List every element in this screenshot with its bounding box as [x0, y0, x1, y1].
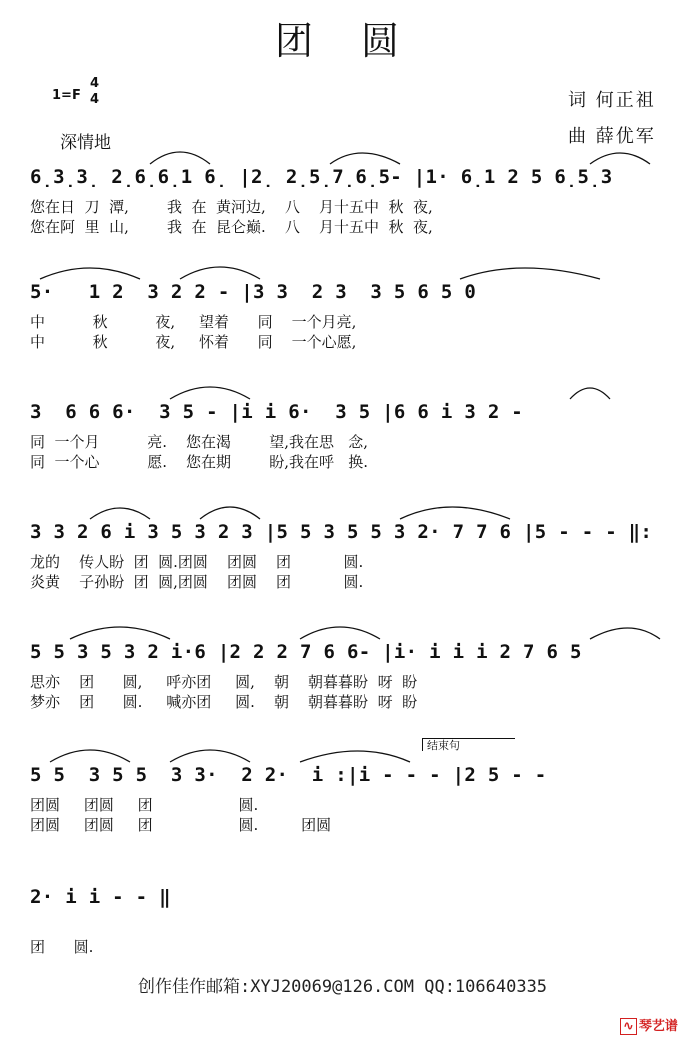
time-sig-bottom: 4 [90, 92, 100, 107]
lyric-verse-1: 您在日 刀 潭, 我 在 黄河边, 八 月十五中 秋 夜, [30, 198, 433, 216]
lyric-verse-1: 思亦 团 圆, 呼亦团 圆, 朝 朝暮暮盼 呀 盼 [30, 673, 418, 691]
site-logo [620, 1015, 678, 1034]
lyric-verse-1: 同 一个月 亮. 您在渴 望,我在思 念, [30, 433, 369, 451]
notation-line: 2· i i - - ‖ [30, 886, 171, 908]
lyric-verse-2: 梦亦 团 圆. 喊亦团 圆. 朝 朝暮暮盼 呀 盼 [30, 693, 418, 711]
notation-line: 5 5 3 5 3 2 i·6 |2 2 2 7 6 6- |i· i i i 2 7 6 5 [30, 641, 582, 663]
tempo-mark: 深情地 [60, 133, 111, 153]
lyric-verse-2: 您在阿 里 山, 我 在 昆仑巅. 八 月十五中 秋 夜, [30, 218, 433, 236]
ending-box: 结束句 [422, 738, 515, 751]
song-title: 团 圆 [274, 19, 418, 63]
lyric-verse-1: 团 圆. [30, 938, 94, 956]
lyricist-credit: 词 何正祖 [568, 90, 656, 111]
lyric-verse-2: 团圆 团圆 团 圆. 团圆 [30, 816, 332, 834]
notation-line: 3 6 6 6· 3 5 - |i i 6· 3 5 |6 6 i 3 2 - [30, 401, 524, 423]
time-sig-top: 4 [90, 76, 100, 91]
lyric-verse-2: 中 秋 夜, 怀着 同 一个心愿, [30, 333, 357, 351]
notation-line: 5 5 3 5 5 3 3· 2 2· i :|i - - - |2 5 - - [30, 764, 547, 786]
lyric-verse-2: 炎黄 子孙盼 团 圆,团圆 团圆 团 圆. [30, 573, 364, 591]
notation-line: 3 3 2 6 i 3 5 3 2 3 |5 5 3 5 5 3 2· 7 7 6 |5 - - - ‖: [30, 521, 653, 543]
logo-mark-icon: ∿ [620, 1018, 637, 1035]
notation-line: 6̣3̣3̣ 2̣6̣6̣1 6̣ |2̣ 2̣5̣7̣6̣5- |1· 6̣1 2 5 6̣5̣3 [30, 166, 613, 188]
notation-line: 5· 1 2 3 2 2 - |3 3 2 3 3 5 6 5 0 [30, 281, 477, 303]
lyric-verse-1: 中 秋 夜, 望着 同 一个月亮, [30, 313, 357, 331]
contact-footer: 创作佳作邮箱:XYJ20069@126.COM QQ:106640335 [138, 977, 548, 997]
lyric-verse-1: 龙的 传人盼 团 圆.团圆 团圆 团 圆. [30, 553, 364, 571]
lyric-verse-1: 团圆 团圆 团 圆. [30, 796, 259, 814]
logo-text: 琴艺谱 [638, 1019, 678, 1034]
composer-credit: 曲 薛优军 [568, 126, 656, 147]
time-signature [90, 76, 99, 108]
key-signature: 1=F [52, 88, 81, 103]
lyric-verse-2: 同 一个心 愿. 您在期 盼,我在呼 换. [30, 453, 369, 471]
